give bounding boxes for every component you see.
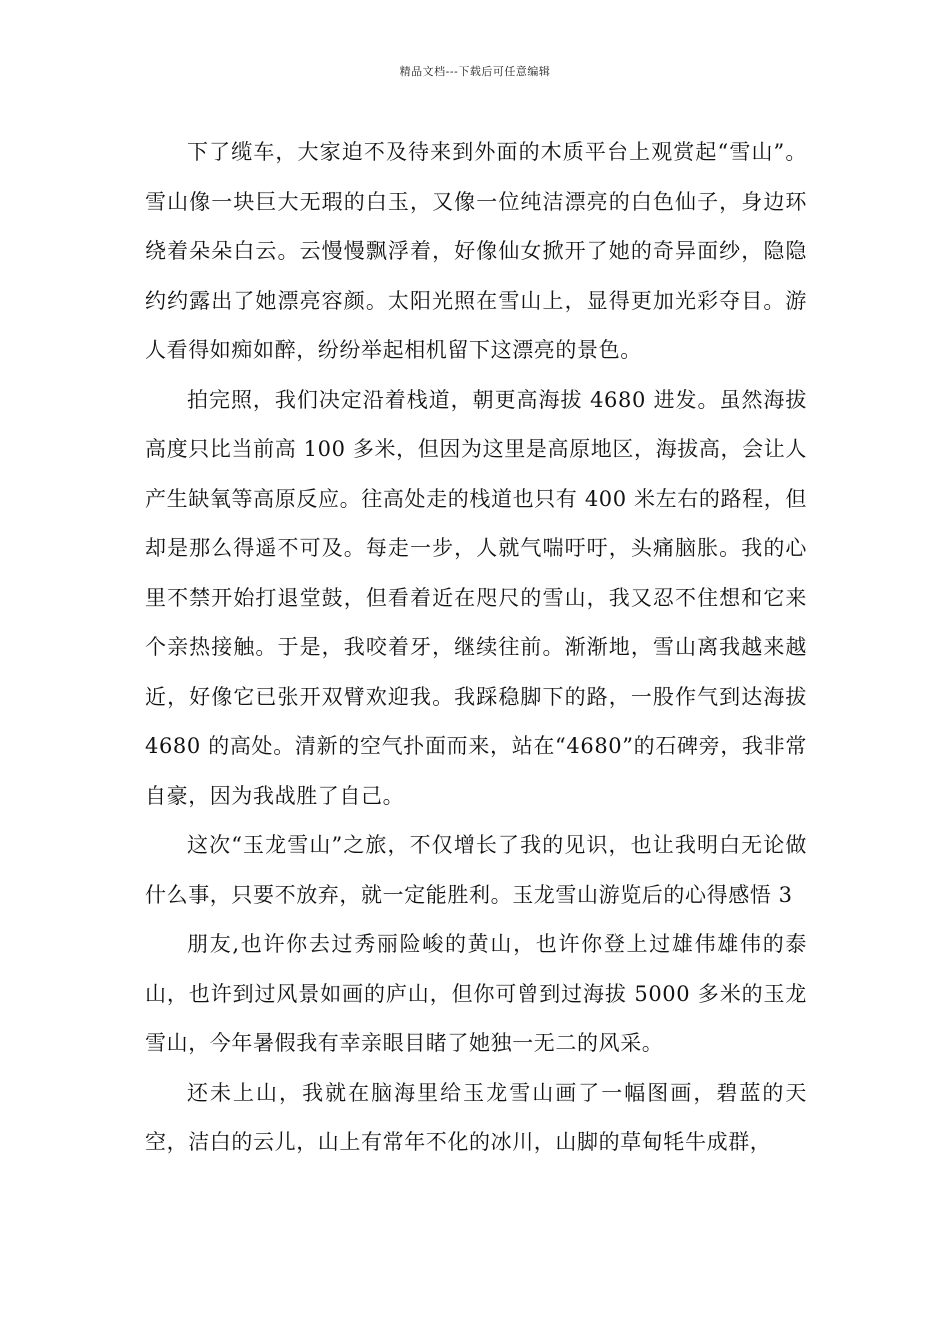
page-header: 精品文档---下载后可任意编辑 [399,65,551,78]
document-body [145,128,807,1168]
paragraph-5: 还未上山，我就在脑海里给玉龙雪山画了一幅图画，碧蓝的天空，洁白的云儿，山上有常年不化的冰川，山脚的草甸牦牛成群， [145,1080,807,1154]
paragraph-2: 拍完照，我们决定沿着栈道，朝更高海拔 4680 进发。虽然海拔高度只比当前高 100 多米，但因为这里是高原地区，海拔高，会让人产生缺氧等高原反应。往高处走的栈道也只有 400 米左右的路程，但却是那么得遥不可及。每走一步，人就气喘吁吁，头痛脑胀。我的心里不禁开始打退堂鼓，但看着近在咫尺的雪山，我又忍不住想和它来个亲热接触。于是，我咬着牙，继续往前。渐渐地，雪山离我越来越近，好像它已张开双臂欢迎我。我踩稳脚下的路，一股作气到达海拔 4680 的高处。清新的空气扑面而来，站在“4680”的石碑旁，我非常自豪，因为我战胜了自己。 [145,387,807,808]
paragraph-3: 这次“玉龙雪山”之旅，不仅增长了我的见识，也让我明白无论做什么事，只要不放弃，就一定能胜利。玉龙雪山游览后的心得感悟 3 [145,833,807,907]
paragraph-4: 朋友,也许你去过秀丽险峻的黄山，也许你登上过雄伟雄伟的泰山，也许到过风景如画的庐山，但你可曾到过海拔 5000 多米的玉龙雪山，今年暑假我有幸亲眼目睹了她独一无二的风采。 [145,932,807,1055]
paragraph-1: 下了缆车，大家迫不及待来到外面的木质平台上观赏起“雪山”。雪山像一块巨大无瑕的白玉，又像一位纯洁漂亮的白色仙子，身边环绕着朵朵白云。云慢慢飘浮着，好像仙女掀开了她的奇异面纱，隐隐约约露出了她漂亮容颜。太阳光照在雪山上，显得更加光彩夺目。游人看得如痴如醉，纷纷举起相机留下这漂亮的景色。 [145,140,807,362]
